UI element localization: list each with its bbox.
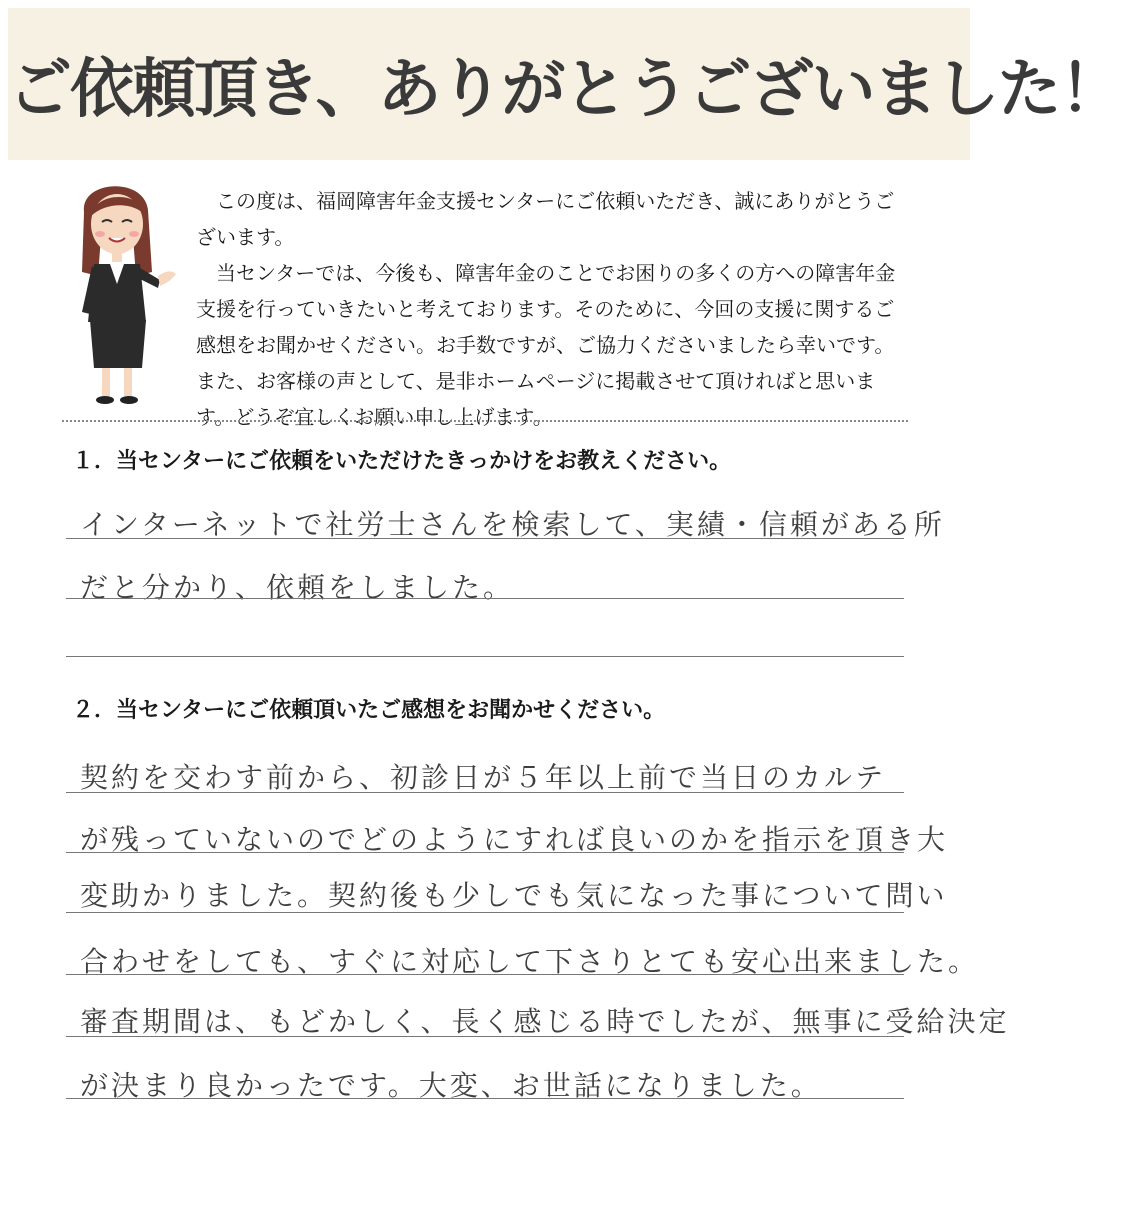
- q2-answer-line-4: 合わせをしても、すぐに対応して下さりとても安心出来ました。: [80, 945, 980, 978]
- question-2: ２．当センターにご依頼頂いたご感想をお聞かせください。: [72, 698, 666, 723]
- question-1: １．当センターにご依頼をいただけたきっかけをお教えください。: [72, 449, 732, 474]
- answer-rule-line: [66, 656, 904, 657]
- intro-paragraph-1: この度は、福岡障害年金支援センターにご依頼いただき、誠にありがとうございます。: [196, 189, 895, 249]
- q2-answer-line-2: が残っていないのでどのようにすれば良いのかを指示を頂き大: [80, 823, 949, 856]
- q1-answer-line-1: インターネットで社労士さんを検索して、実績・信頼がある所: [80, 508, 945, 541]
- answer-rule-line: [66, 852, 904, 853]
- answer-rule-line: [66, 538, 904, 539]
- q2-answer-line-3: 変助かりました。契約後も少しでも気になった事について問い: [80, 879, 948, 912]
- answer-rule-line: [66, 974, 904, 975]
- answer-rule-line: [66, 792, 904, 793]
- intro-text: [196, 183, 896, 435]
- dotted-divider: [62, 420, 908, 422]
- q2-answer-line-6: が決まり良かったです。大変、お世話になりました。: [80, 1069, 822, 1102]
- answer-rule-line: [66, 1098, 904, 1099]
- q2-answer-line-1: 契約を交わす前から、初診日が５年以上前で当日のカルテ: [80, 761, 887, 794]
- q2-answer-line-5: 審査期間は、もどかしく、長く感じる時でしたが、無事に受給決定: [80, 1005, 1010, 1038]
- answer-rule-line: [66, 912, 904, 913]
- answer-rule-line: [66, 1036, 904, 1037]
- answer-rule-line: [66, 598, 904, 599]
- staff-illustration: [62, 172, 182, 408]
- title-banner: [8, 8, 1121, 160]
- intro-paragraph-2: 当センターでは、今後も、障害年金のことでお困りの多くの方への障害年金支援を行っていきたいと考えております。そのために、今回の支援に関するご感想をお聞かせください。お手数ですが、ご協力くださいましたら幸いです。また、お客様の声として、是非ホームページに掲載させて頂ければと思います。どうぞ宜しくお願い申し上げます。: [196, 261, 896, 429]
- q1-answer-line-2: だと分かり、依頼をしました。: [80, 571, 515, 604]
- page-title: ご依頼頂き、ありがとうございました！: [8, 53, 1121, 127]
